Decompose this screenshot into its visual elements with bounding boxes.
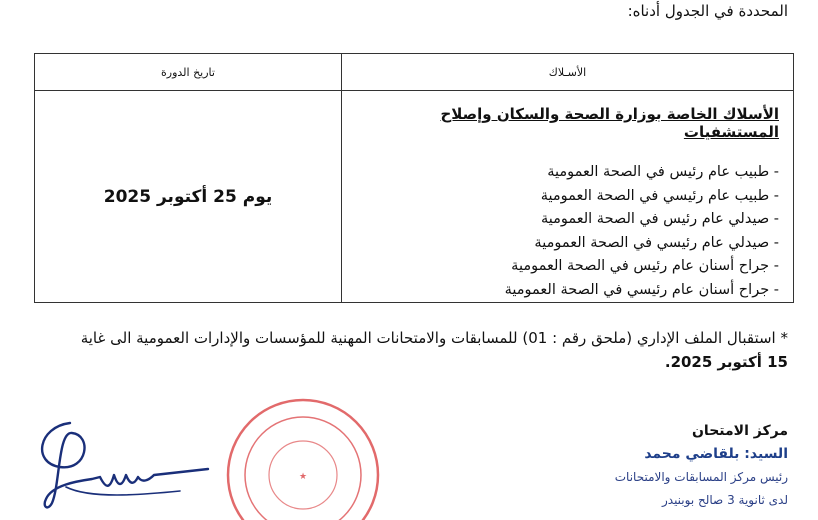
- intro-text: المحددة في الجدول أدناه:: [627, 2, 788, 20]
- session-date: يوم 25 أكتوبر 2025: [35, 91, 342, 303]
- exam-table: [34, 53, 794, 303]
- note-date: 15 أكتوبر 2025.: [664, 353, 788, 371]
- exam-center-role: رئيس مركز المسابقات والامتحانات: [614, 470, 788, 484]
- official-stamp: [218, 395, 388, 520]
- header-date: تاريخ الدورة: [35, 54, 342, 91]
- exam-center-block: [488, 420, 788, 512]
- list-item: - جراح أسنان عام رئيس في الصحة العمومية: [511, 258, 779, 274]
- signature: [30, 415, 220, 515]
- svg-text:★: ★: [298, 472, 308, 482]
- exam-center-address: لدى ثانوية 3 صالح بوبنيدر: [661, 493, 788, 507]
- list-item: - صيدلي عام رئيسي في الصحة العمومية: [534, 234, 779, 251]
- list-item: - جراح أسنان عام رئيسي في الصحة العمومية: [504, 281, 779, 298]
- deadline-note: [18, 326, 788, 374]
- ministry-heading: الأسلاك الخاصة بوزارة الصحة والسكان وإصلاح المستشفيات: [440, 105, 779, 141]
- table-header-row: [35, 54, 794, 91]
- list-item: - طبيب عام رئيس في الصحة العمومية: [547, 164, 779, 180]
- note-text: استقبال الملف الإداري (ملحق رقم : 01) للمسابقات والامتحانات المهنية للمؤسسات والإدارات العمومية الى غاية: [80, 329, 776, 347]
- note-star: *: [780, 329, 788, 347]
- corps-list: [342, 161, 779, 302]
- header-corps: الأسـلاك: [342, 54, 794, 91]
- list-item: - صيدلي عام رئيس في الصحة العمومية: [540, 211, 779, 227]
- table-row: [35, 91, 794, 303]
- exam-center-name: السيد: بلقاضي محمد: [644, 446, 788, 462]
- exam-center-title: مركز الامتحان: [691, 423, 788, 439]
- list-item: - طبيب عام رئيسي في الصحة العمومية: [540, 187, 779, 204]
- corps-cell: [342, 91, 794, 303]
